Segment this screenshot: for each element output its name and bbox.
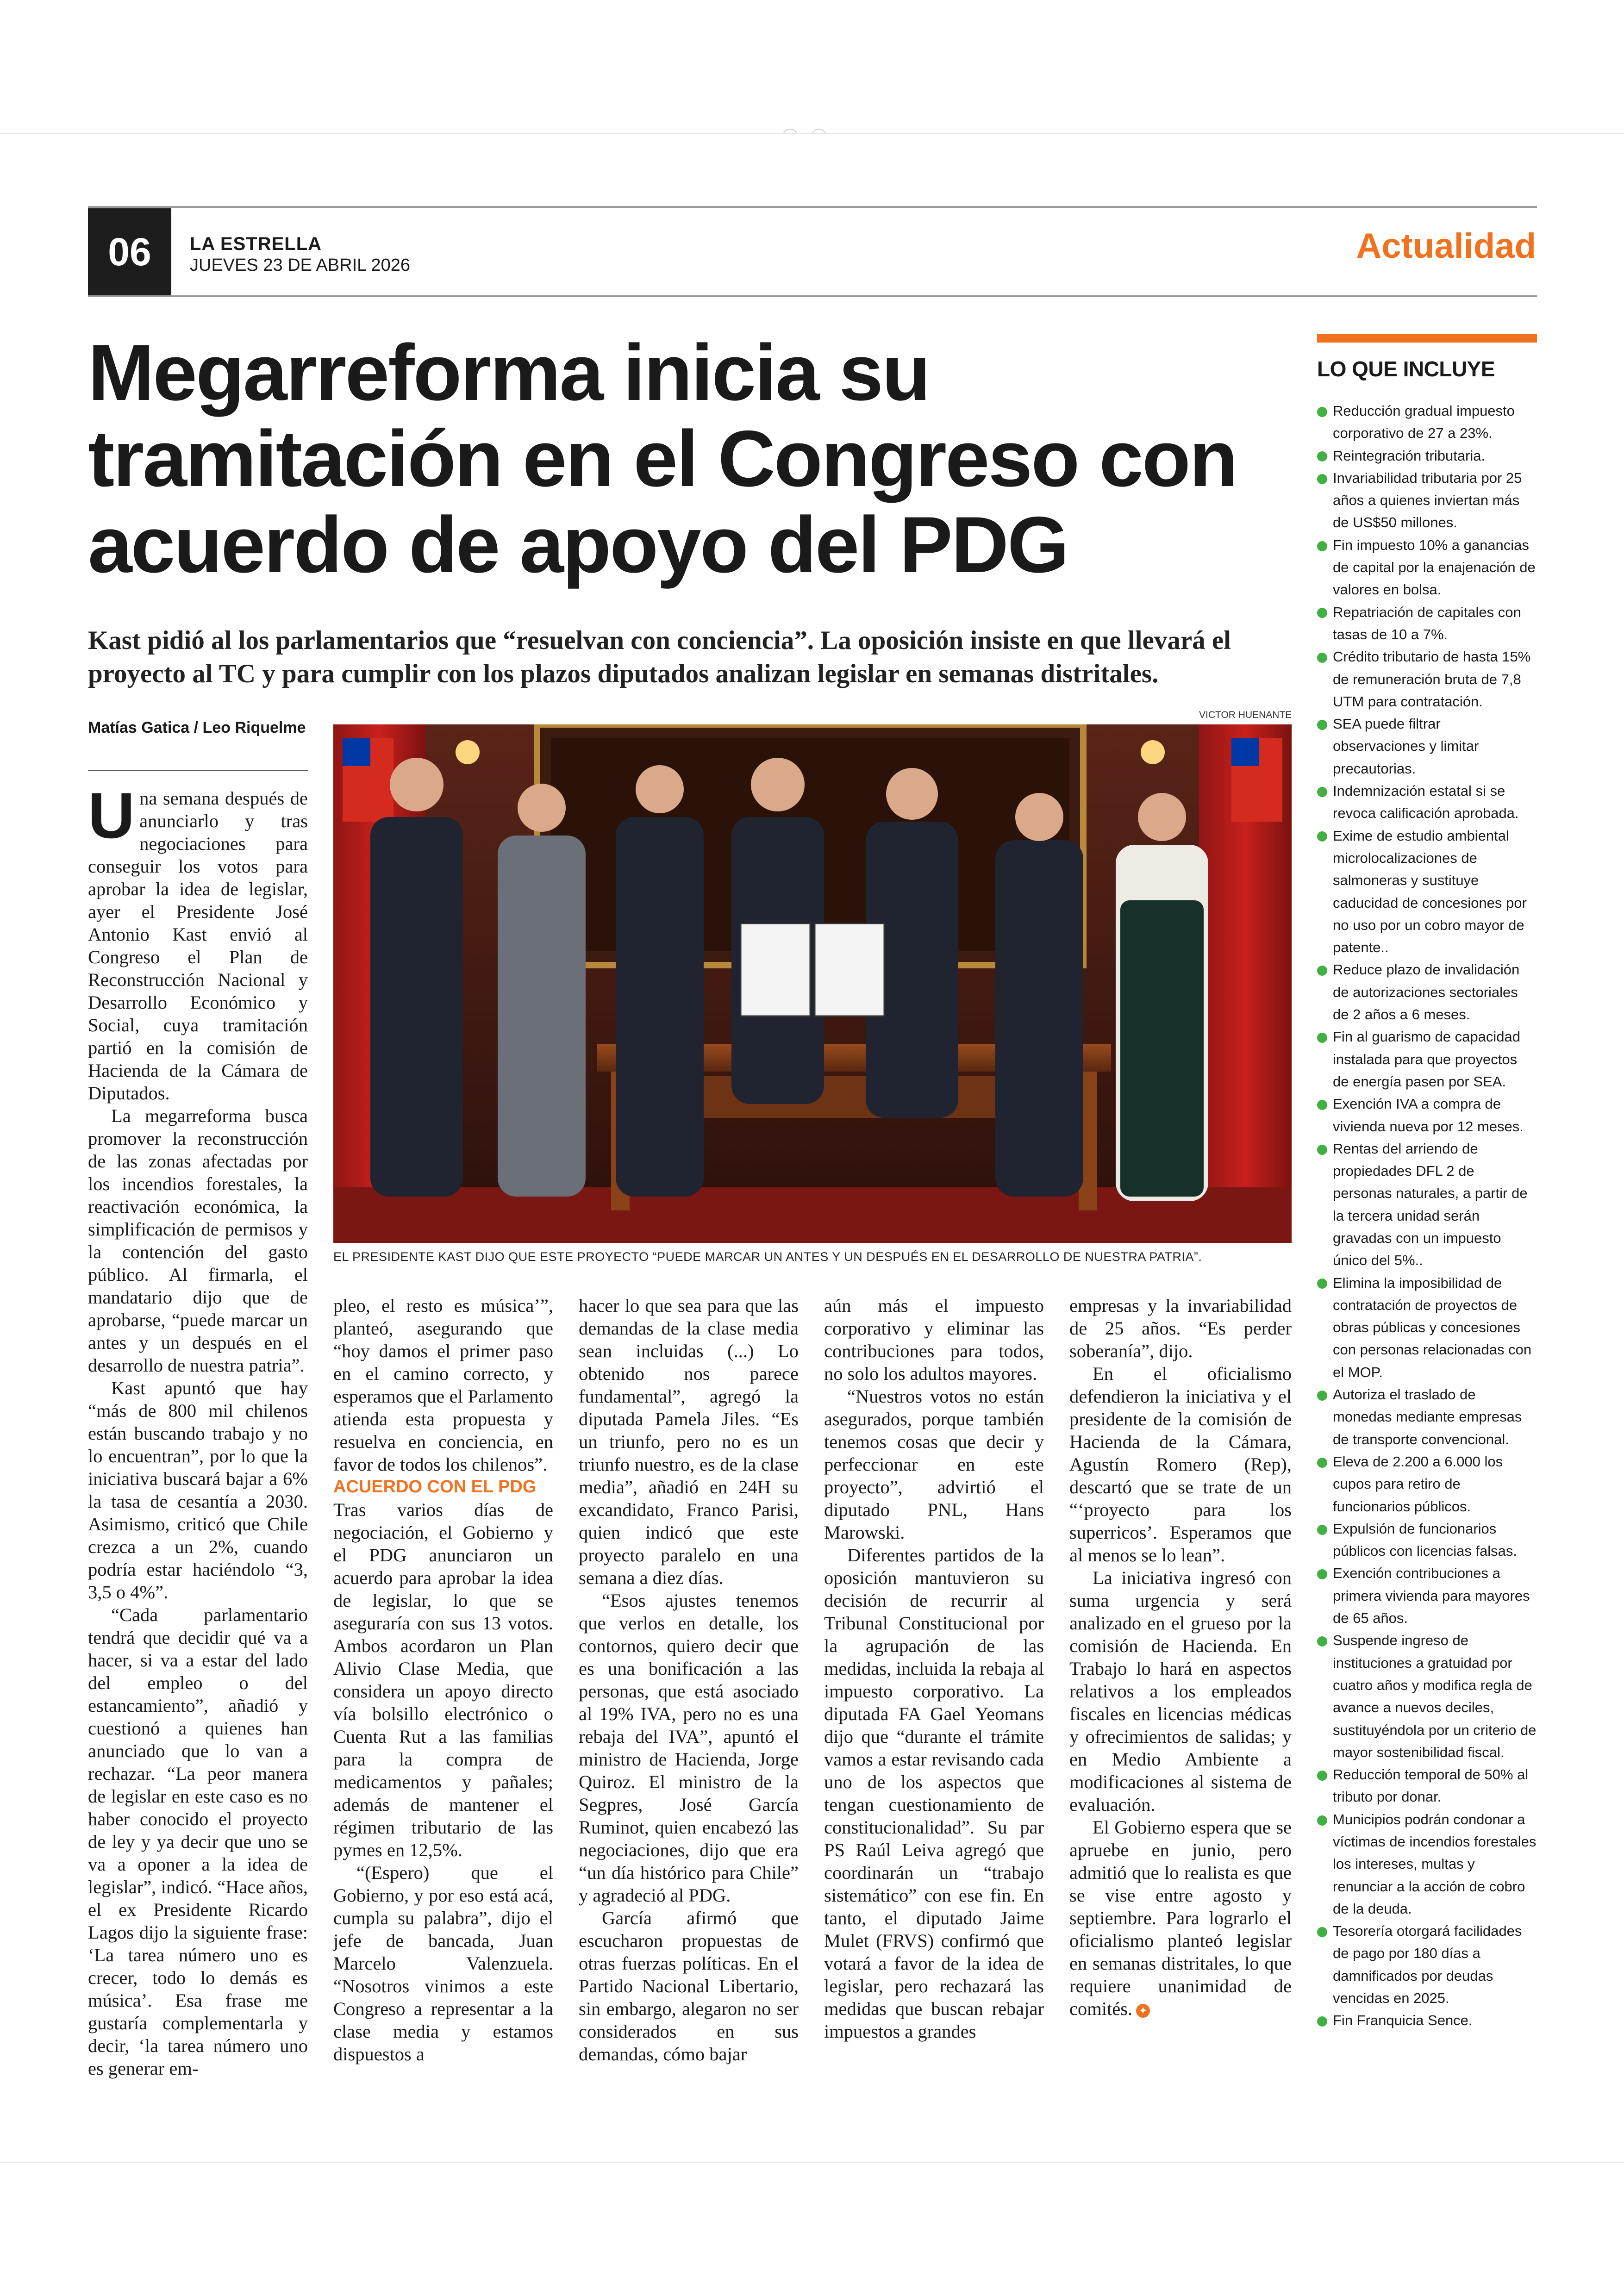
article-column-4 (824, 1294, 1044, 2043)
page-number: 06 (88, 208, 171, 295)
sidebar-item (1317, 1093, 1537, 1138)
bullet-icon (1317, 1569, 1327, 1579)
sidebar-item (1317, 534, 1537, 601)
bullet-icon (1317, 1458, 1327, 1468)
deck: Kast pidió al los parlamentarios que “resuelvan con conciencia”. La oposición insiste en que llevará el proyecto al TC y para cumplir con los plazos diputados analizan legislar en semanas distritales. (88, 626, 1231, 688)
sidebar-item-text: SEA puede filtrar observaciones y limitar precautorias. (1333, 716, 1479, 777)
bullet-icon (1317, 608, 1327, 618)
sidebar-item (1317, 2009, 1537, 2032)
sidebar-item (1317, 825, 1537, 959)
sidebar-item (1317, 400, 1537, 445)
sidebar-item (1317, 1451, 1537, 1518)
paragraph: García afirmó que escucharon propuestas de otras fuerzas políticas. En el Partido Nacional Libertario, sin embargo, alegaron no ser considerados en sus demandas, cómo bajar (579, 1908, 799, 2064)
subhead: ACUERDO CON EL PDG (333, 1477, 537, 1497)
bullet-icon (1317, 1145, 1327, 1155)
sidebar-item-text: Municipios podrán condonar a víctimas de incendios forestales los intereses, multas y renunciar a la acción de cobro de la deuda. (1333, 1811, 1537, 1917)
sidebar-item (1317, 713, 1537, 780)
article-photo (333, 724, 1292, 1243)
sidebar-item-text: Reduce plazo de invalidación de autorizaciones sectoriales de 2 años a 6 meses. (1333, 961, 1520, 1023)
sidebar-item-text: Invariabilidad tributaria por 25 años a quienes inviertan más de US$50 millones. (1333, 469, 1522, 531)
sidebar-item-text: Exime de estudio ambiental microlocalizaciones de salmoneras y sustituye caducidad de concesiones por no uso por un cobro mayor de patente.. (1333, 827, 1527, 956)
sidebar-item-text: Expulsión de funcionarios públicos con licencias falsas. (1333, 1520, 1518, 1559)
bullet-icon (1317, 2016, 1327, 2027)
sidebar-item-text: Reintegración tributaria. (1333, 447, 1486, 464)
header-bottom-rule (88, 295, 1537, 297)
bullet-icon (1317, 1636, 1327, 1646)
headline: Megarreforma inicia su tramitación en el Congreso con acuerdo de apoyo del PDG (88, 328, 1237, 589)
sidebar-item-text: Exención IVA a compra de vivienda nueva por 12 meses. (1333, 1096, 1524, 1135)
sidebar-item (1317, 1809, 1537, 1920)
article-column-5 (1069, 1294, 1292, 2020)
article-column-3 (579, 1294, 799, 2065)
sidebar-item-text: Fin impuesto 10% a ganancias de capital por la enajenación de valores en bolsa. (1333, 536, 1536, 598)
sidebar-item (1317, 445, 1537, 467)
photo-caption: EL PRESIDENTE KAST DIJO QUE ESTE PROYECTO “PUEDE MARCAR UN ANTES Y UN DESPUÉS EN EL DESARROLLO DE NUESTRA PATRIA”. (333, 1250, 1202, 1264)
sidebar-accent-bar (1317, 334, 1537, 343)
sidebar-item (1317, 1629, 1537, 1764)
bullet-icon (1317, 1525, 1327, 1535)
photo-credit: VICTOR HUENANTE (1199, 710, 1292, 720)
bullet-icon (1317, 653, 1327, 663)
byline: Matías Gatica / Leo Riquelme (88, 719, 306, 736)
sidebar-item (1317, 1138, 1537, 1272)
bullet-icon (1317, 787, 1327, 797)
bullet-icon (1317, 1815, 1327, 1826)
drop-cap: U (88, 779, 135, 852)
paragraph: pleo, el resto es música’”, planteó, asegurando que “hoy damos el primer paso en el camino correcto, y esperamos que el Parlamento atienda esta propuesta y resuelva en conciencia, en favor de todos los chilenos”. (333, 1295, 553, 1475)
paragraph: empresas y la invariabilidad de 25 años. “Es perder soberanía”, dijo. (1069, 1295, 1292, 1361)
sidebar-item-text: Fin al guarismo de capacidad instalada para que proyectos de energía pasen por SEA. (1333, 1029, 1520, 1090)
sidebar-item-text: Autoriza el traslado de monedas mediante empresas de transporte convencional. (1333, 1386, 1522, 1447)
paragraph: La megarreforma busca promover la reconstrucción de las zonas afectadas por los incendios forestales, la reactivación económica, la simplificación de permisos y la contención del gasto público. Al firmarla, el mandatario dijo que de aprobarse, “puede marcar un antes y un después en el desarrollo de nuestra patria”. (88, 1105, 308, 1376)
sidebar-item (1317, 1562, 1537, 1629)
paragraph: “(Espero) que el Gobierno, y por eso está acá, cumpla su palabra”, dijo el jefe de bancada, Juan Marcelo Valenzuela. “Nosotros vinimos a este Congreso a representar a la clase media y estamos dispuestos a (333, 1862, 553, 2064)
newspaper-name: LA ESTRELLA (190, 234, 322, 254)
paragraph-text: na semana después de anunciarlo y tras negociaciones para conseguir los votos para aprobar la idea de legislar, ayer el Presidente José Antonio Kast envió al Congreso el Plan de Reconstrucción Nacional y Desarrollo Económico y Social, cuya tramitación partió en la comisión de Hacienda de la Cámara de Diputados. (88, 788, 308, 1104)
sidebar-item-text: Exención contribuciones a primera vivienda para mayores de 65 años. (1333, 1565, 1530, 1627)
sidebar-item-text: Reducción temporal de 50% al tributo por donar. (1333, 1766, 1529, 1805)
article-column-2 (333, 1294, 553, 2065)
sidebar-item-text: Indemnización estatal si se revoca calificación aprobada. (1333, 783, 1519, 822)
sidebar-list (1317, 400, 1537, 2032)
sidebar-item (1317, 780, 1537, 825)
sidebar-item-text: Fin Franquicia Sence. (1333, 2012, 1473, 2029)
bullet-icon (1317, 831, 1327, 842)
paragraph (1069, 1816, 1292, 2020)
paragraph: Tras varios días de negociación, el Gobierno y el PDG anunciaron un acuerdo para aprobar la idea de legislar, lo que se aseguraría con sus 13 votos. Ambos acordaron un Plan Alivio Clase Media, que considera un apoyo directo vía bolsillo electrónico o Cuenta Rut a las familias para la compra de medicamentos y pañales; además de mantener el régimen tributario de las pymes en 12,5%. (333, 1499, 553, 1860)
sidebar-item (1317, 1026, 1537, 1093)
bullet-icon (1317, 966, 1327, 976)
sidebar-item-text: Tesorería otorgará facilidades de pago por 180 días a damnificados por deudas vencidas en 2025. (1333, 1923, 1522, 2007)
paragraph: “Cada parlamentario tendrá que decidir qué va a hacer, si va a estar del lado del empleo o del estancamiento”, añadió y cuestionó a quienes han anunciado que lo van a rechazar. “La peor manera de legislar en este caso es no haber conocido el proyecto de ley y ya decir que uno se va a oponer a la idea de legislar”, indicó. “Hace años, el ex Presidente Ricardo Lagos dijo la siguiente frase: ‘La tarea número uno es crecer, todo lo demás es música’. Esa frase me gustaría complementarla y decir, ‘la tarea número uno es generar em- (88, 1604, 308, 2079)
sidebar-item (1317, 601, 1537, 646)
sidebar-item-text: Rentas del arriendo de propiedades DFL 2 de personas naturales, a partir de la tercera unidad serán gravadas con un impuesto único del 5%.. (1333, 1140, 1528, 1269)
issue-date: JUEVES 23 DE ABRIL 2026 (190, 256, 410, 275)
bullet-icon (1317, 541, 1327, 551)
paragraph: hacer lo que sea para que las demandas de la clase media sean incluidas (...) Lo obtenido nos parece fundamental”, agregó la diputada Pamela Jiles. “Es un triunfo, pero no es un triunfo nuestro, es de la clase media”, añadió en 24H su excandidato, Franco Parisi, quien indicó que este proyecto paralelo en una semana a diez días. (579, 1295, 799, 1588)
header-top-rule (88, 206, 1537, 208)
sidebar-item-text: Repatriación de capitales con tasas de 10 a 7%. (1333, 604, 1521, 642)
bullet-icon (1317, 720, 1327, 730)
paragraph: La iniciativa ingresó con suma urgencia y será analizado en el grueso por la comisión de Hacienda. En Trabajo lo hará en aspectos relativos a los empleados fiscales en licencias médicas y ofrecimientos de salidas; y en Medio Ambiente a modificaciones al sistema de evaluación. (1069, 1567, 1292, 1815)
paragraph-text: El Gobierno espera que se apruebe en junio, pero admitió que lo realista es que se vise entre agosto y septiembre. Para lograrlo el oficialismo planteó legislar en semanas distritales, lo que requiere unanimidad de comités. (1069, 1817, 1292, 2019)
bullet-icon (1317, 407, 1327, 417)
bullet-icon (1317, 1278, 1327, 1289)
paragraph: Kast apuntó que hay “más de 800 mil chilenos están buscando trabajo y no lo encuentran”, por lo que la iniciativa buscará bajar a 6% la tasa de cesantía a 2030. Asimismo, criticó que Chile crezca a un 2%, cuando podría estar haciéndolo “3, 3,5 o 4%”. (88, 1378, 308, 1603)
sidebar-item (1317, 1384, 1537, 1451)
bullet-icon (1317, 1927, 1327, 1937)
paragraph: En el oficialismo defendieron la iniciativa y el presidente de la comisión de Hacienda de la Cámara, Agustín Romero (Rep), descartó que se trate de un “‘proyecto para los superricos’. Esperamos que al menos se lo lean”. (1069, 1363, 1292, 1565)
sidebar-item (1317, 1518, 1537, 1563)
sidebar-item (1317, 1272, 1537, 1384)
paragraph: “Nuestros votos no están asegurados, porque también tenemos cosas que decir y perfeccionar en este proyecto”, advirtió el diputado PNL, Hans Marowski. (824, 1386, 1044, 1543)
paragraph (88, 779, 308, 1104)
paragraph: “Esos ajustes tenemos que verlos en detalle, los contornos, quiero decir que es una bonificación a las personas, que está asociado al 19% IVA, pero no es una rebaja del IVA”, apuntó el ministro de Hacienda, Jorge Quiroz. El ministro de la Segpres, José García Ruminot, quien encabezó las negociaciones, dijo que era “un día histórico para Chile” y agradeció al PDG. (579, 1590, 799, 1906)
sidebar-item-text: Suspende ingreso de instituciones a gratuidad por cuatro años y modifica regla de avance a nuevos deciles, sustituyéndola por un criterio de mayor sostenibilidad fiscal. (1333, 1632, 1537, 1760)
bullet-icon (1317, 1033, 1327, 1043)
bullet-icon (1317, 1391, 1327, 1401)
paragraph: Diferentes partidos de la oposición mantuvieron su decisión de recurrir al Tribunal Constitucional por la agrupación de las medidas, incluida la rebaja al impuesto corporativo. La diputada FA Gael Yeomans dijo que “durante el trámite vamos a estar revisando cada uno de los aspectos que tengan cuestionamiento de constitucionalidad”. Su par PS Raúl Leiva agregó que coordinarán un “trabajo sistemático” con ese fin. En tanto, el diputado Jaime Mulet (FRVS) confirmó que votará a favor de la idea de legislar, pero rechazará las medidas que buscan rebajar impuestos a grandes (824, 1545, 1044, 2042)
sidebar-item-text: Reducción gradual impuesto corporativo de 27 a 23%. (1333, 403, 1515, 442)
sidebar-item-text: Elimina la imposibilidad de contratación de proyectos de obras públicas y concesiones con personas relacionadas con el MOP. (1333, 1274, 1532, 1380)
section-label: Actualidad (1356, 226, 1536, 266)
sidebar-item (1317, 959, 1537, 1026)
bullet-icon (1317, 1100, 1327, 1110)
bullet-icon (1317, 1771, 1327, 1781)
byline-rule (88, 770, 308, 771)
sidebar-item (1317, 467, 1537, 534)
bullet-icon (1317, 474, 1327, 484)
sidebar-item-text: Eleva de 2.200 a 6.000 los cupos para retiro de funcionarios públicos. (1333, 1453, 1503, 1515)
sidebar-item-text: Crédito tributario de hasta 15% de remuneración bruta de 7,8 UTM para contratación. (1333, 649, 1531, 710)
sidebar-item (1317, 1920, 1537, 2009)
bullet-icon (1317, 451, 1327, 461)
sidebar-item (1317, 1764, 1537, 1809)
paragraph: aún más el impuesto corporativo y eliminar las contribuciones para todos, no solo los adultos mayores. (824, 1295, 1044, 1384)
sidebar-item (1317, 646, 1537, 713)
end-of-article-icon: ✦ (1136, 2004, 1150, 2018)
sidebar-lo-que-incluye (1317, 334, 1537, 2032)
sidebar-title: LO QUE INCLUYE (1317, 357, 1495, 381)
article-column-1 (88, 779, 308, 2080)
